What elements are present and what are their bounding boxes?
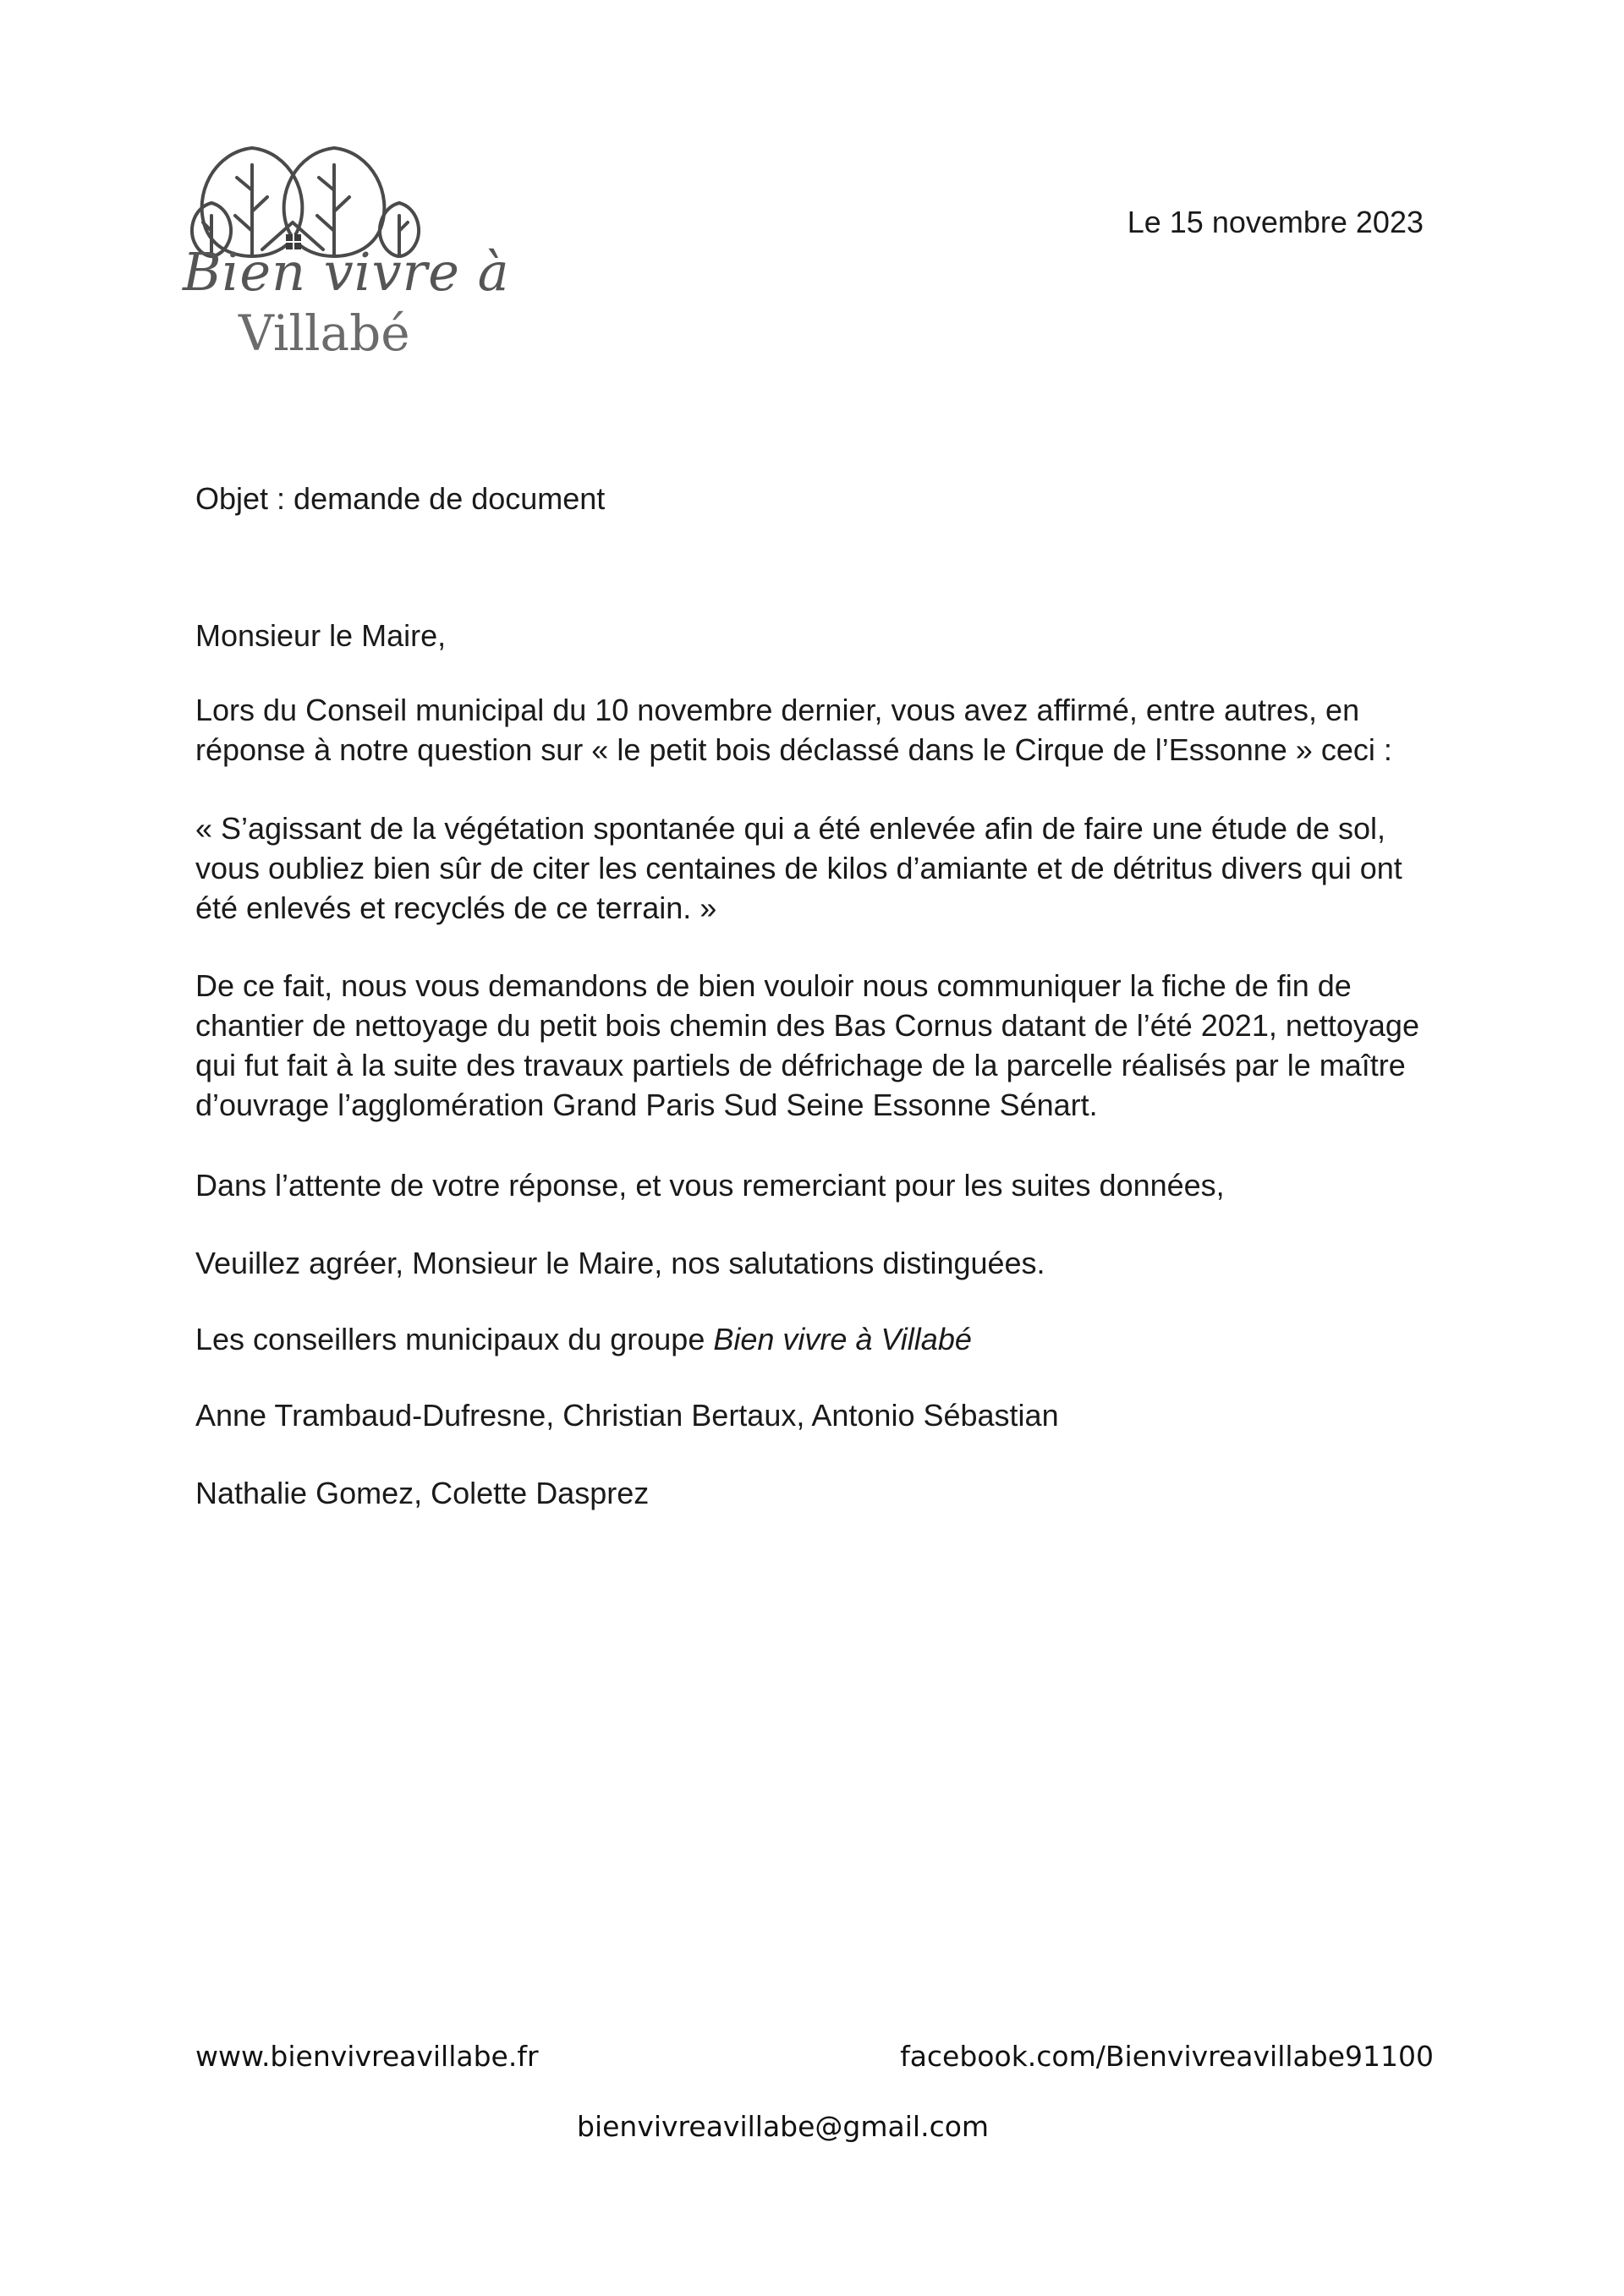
footer-website-link[interactable]: www.bienvivreavillabe.fr bbox=[195, 2040, 539, 2073]
trees-house-icon bbox=[178, 131, 457, 258]
paragraph-text: Dans l’attente de votre réponse, et vous remerciant pour les suites données, bbox=[195, 1168, 1225, 1203]
paragraph-text: Veuillez agréer, Monsieur le Maire, nos salutations distinguées. bbox=[195, 1246, 1045, 1280]
salutation-line: Monsieur le Maire, bbox=[195, 618, 447, 653]
paragraph-text: Lors du Conseil municipal du 10 novembre dernier, vous avez affirmé, entre autres, en réponse à notre question sur « le petit bois déclassé dans le Cirque de l’Essonne » ceci : bbox=[195, 693, 1392, 767]
names-line-2: Nathalie Gomez, Colette Dasprez bbox=[195, 1476, 650, 1510]
footer-facebook-link[interactable]: facebook.com/Bienvivreavillabe91100 bbox=[900, 2040, 1434, 2073]
signature-names-2 bbox=[195, 1473, 1430, 1513]
paragraph-text: De ce fait, nous vous demandons de bien vouloir nous communiquer la fiche de fin de chantier de nettoyage du petit bois chemin des Bas Cornus datant de l’été 2021, nettoyage qui fut fait à la suite des travaux partiels de défrichage de la parcelle réalisés par le maître d’ouvrage l’agglomération Grand Paris Sud Seine Essonne Sénart. bbox=[195, 968, 1419, 1122]
paragraph-1 bbox=[195, 690, 1430, 770]
footer-email-link[interactable]: bienvivreavillabe@gmail.com bbox=[577, 2110, 990, 2143]
group-name: Bien vivre à Villabé bbox=[713, 1322, 972, 1356]
signature-intro-text: Les conseillers municipaux du groupe bbox=[195, 1322, 714, 1356]
paragraph-text: « S’agissant de la végétation spontanée qui a été enlevée afin de faire une étude de sol, vous oubliez bien sûr de citer les centaines de kilos d’amiante et de détritus divers qui ont été enlevés et recyclés de ce terrain. » bbox=[195, 811, 1402, 925]
letter-object bbox=[195, 479, 1430, 518]
signature-intro-line bbox=[195, 1319, 1430, 1359]
logo-town-text: Villabé bbox=[239, 304, 410, 362]
signature-intro bbox=[195, 1319, 1430, 1359]
logo bbox=[178, 131, 510, 368]
names-line-1: Anne Trambaud-Dufresne, Christian Bertaux, Antonio Sébastian bbox=[195, 1398, 1059, 1433]
letter-salutation bbox=[195, 616, 1430, 655]
paragraph-5 bbox=[195, 1243, 1430, 1283]
object-line: Objet : demande de document bbox=[195, 481, 606, 516]
paragraph-2-quote bbox=[195, 808, 1430, 928]
paragraph-3 bbox=[195, 966, 1430, 1125]
letter-date: Le 15 novembre 2023 bbox=[1127, 205, 1424, 239]
paragraph-4 bbox=[195, 1165, 1430, 1205]
logo-script-text: Bien vivre à bbox=[183, 241, 510, 303]
signature-names-1 bbox=[195, 1395, 1430, 1435]
